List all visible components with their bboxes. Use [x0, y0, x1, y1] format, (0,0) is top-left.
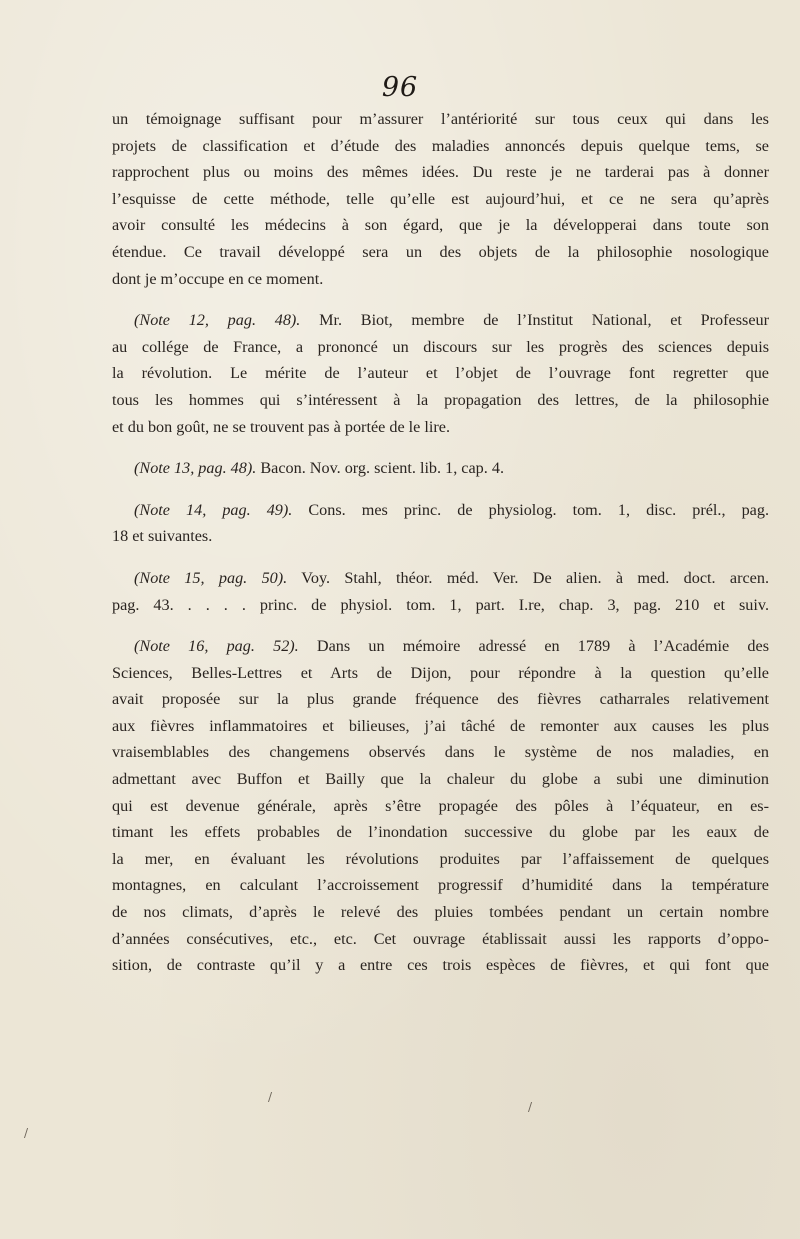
note-reference: (Note 15, pag. 50).: [134, 568, 288, 587]
note-reference: (Note 12, pag. 48).: [134, 311, 301, 330]
text-line: (Note 16, pag. 52). Dans un mémoire adressé en 1789 à l’Académie des: [134, 637, 769, 656]
text-line: projets de classification et d’étude des maladies annoncés depuis quelque tems, se: [112, 136, 769, 155]
text-line: la mer, en évaluant les révolutions produites par l’affaissement de quelques: [112, 849, 769, 868]
note-15: [112, 565, 769, 618]
page-body: [112, 106, 769, 979]
note-13: [112, 455, 769, 482]
text-line: un témoignage suffisant pour m’assurer l’antériorité sur tous ceux qui dans les: [112, 110, 769, 128]
paper-speck: /: [24, 1126, 29, 1140]
text-line: la révolution. Le mérite de l’auteur et l’objet de l’ouvrage font regretter que: [112, 364, 769, 383]
text-line: rapprochent plus ou moins des mêmes idées. Du reste je ne tarderai pas à donner: [112, 163, 769, 182]
text-line: Sciences, Belles-Lettres et Arts de Dijon, pour répondre à la question qu’elle: [112, 663, 769, 682]
text-line: (Note 13, pag. 48). Bacon. Nov. org. scient. lib. 1, cap. 4.: [134, 459, 505, 478]
text-line: dont je m’occupe en ce moment.: [112, 269, 324, 288]
text-line: de nos climats, d’après le relevé des pluies tombées pendant un certain nombre: [112, 903, 769, 922]
text-line: pag. 43. . . . . princ. de physiol. tom. 1, part. I.re, chap. 3, pag. 210 et suiv.: [112, 595, 769, 614]
note-reference: (Note 14, pag. 49).: [134, 500, 293, 519]
note-reference: (Note 16, pag. 52).: [134, 637, 299, 656]
paper-speck: /: [268, 1090, 273, 1104]
text-line: avait proposée sur la plus grande fréquence des fièvres catharrales relativement: [112, 690, 769, 709]
text-line: vraisemblables des changemens observés dans le système de nos maladies, en: [112, 743, 769, 762]
paragraph-1: [112, 106, 769, 292]
text-line: l’esquisse de cette méthode, telle qu’elle est aujourd’hui, et ce ne sera qu’après: [112, 189, 769, 208]
text-line: montagnes, en calculant l’accroissement progressif d’humidité dans la température: [112, 876, 769, 895]
text-line: timant les effets probables de l’inondation successive du globe par les eaux de: [112, 823, 769, 842]
note-reference: (Note 13, pag. 48).: [134, 459, 257, 478]
text-line: sition, de contraste qu’il y a entre ces trois espèces de fièvres, et qui font que: [112, 956, 769, 975]
note-16: [112, 633, 769, 979]
text-line: qui est devenue générale, après s’être propagée des pôles à l’équateur, en es-: [112, 796, 769, 815]
note-12: [112, 307, 769, 440]
text-line: (Note 15, pag. 50). Voy. Stahl, théor. méd. Ver. De alien. à med. doct. arcen.: [134, 568, 769, 587]
text-line: 18 et suivantes.: [112, 527, 213, 546]
text-line: (Note 14, pag. 49). Cons. mes princ. de physiolog. tom. 1, disc. prél., pag.: [134, 500, 769, 519]
text-line: et du bon goût, ne se trouvent pas à portée de le lire.: [112, 417, 451, 436]
page-number: 96: [381, 72, 419, 103]
text-line: tous les hommes qui s’intéressent à la propagation des lettres, de la philosophie: [112, 390, 769, 409]
text-line: d’années consécutives, etc., etc. Cet ouvrage établissait aussi les rapports d’oppo-: [112, 929, 769, 948]
text-line: aux fièvres inflammatoires et bilieuses, j’ai tâché de remonter aux causes les plus: [112, 716, 769, 735]
text-line: admettant avec Buffon et Bailly que la chaleur du globe a subi une diminution: [112, 770, 769, 789]
note-14: [112, 497, 769, 550]
text-line: (Note 12, pag. 48). Mr. Biot, membre de l’Institut National, et Professeur: [134, 311, 769, 330]
text-line: au collége de France, a prononcé un discours sur les progrès des sciences depuis: [112, 337, 769, 356]
text-line: étendue. Ce travail développé sera un des objets de la philosophie nosologique: [112, 242, 769, 261]
paper-speck: /: [528, 1100, 533, 1114]
text-line: avoir consulté les médecins à son égard, que je la développerai dans toute son: [112, 216, 769, 235]
